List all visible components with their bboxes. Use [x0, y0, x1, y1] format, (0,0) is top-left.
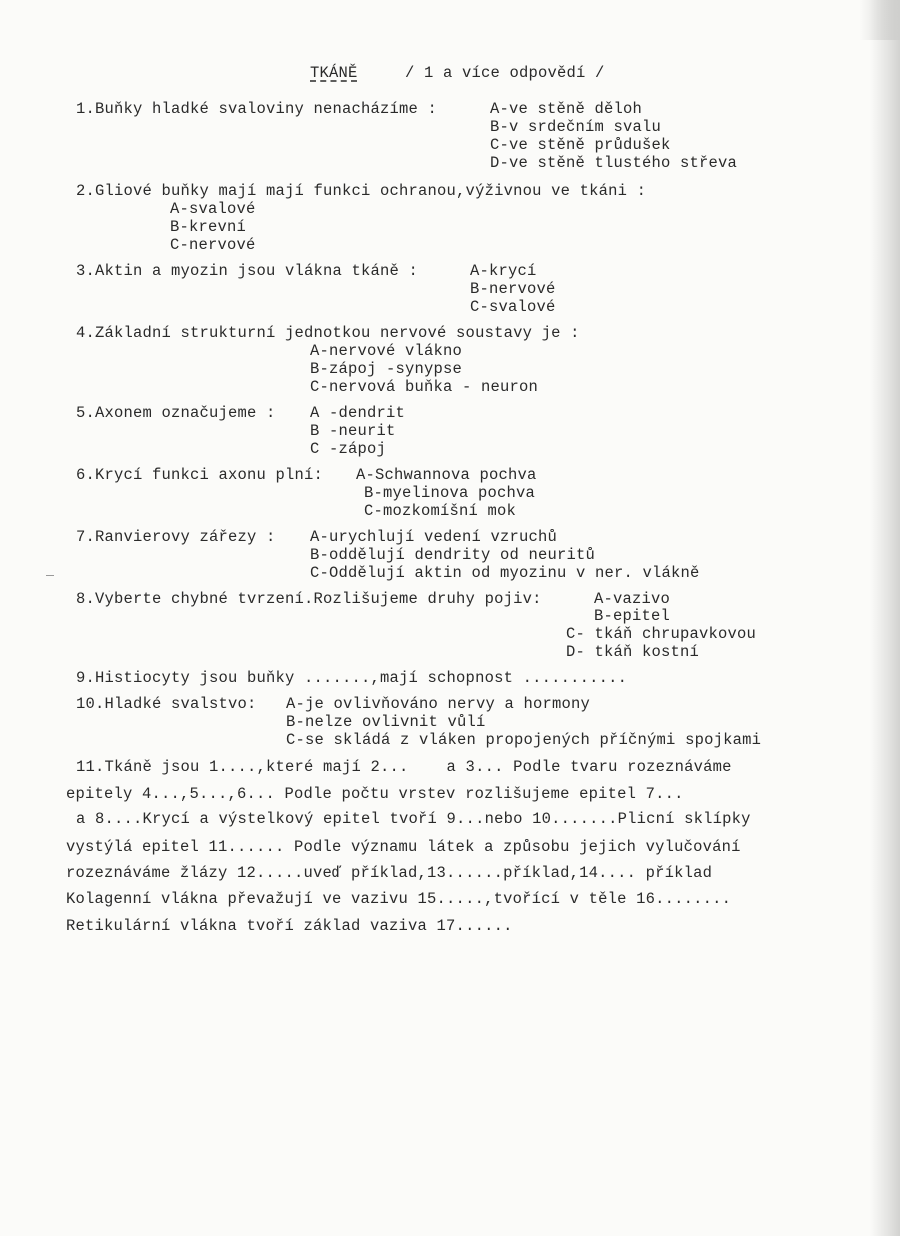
question-6: 6.Krycí funkci axonu plní: [76, 466, 324, 484]
q2-option-a: A-svalové [170, 200, 256, 218]
question-5: 5.Axonem označujeme : [76, 404, 276, 422]
document-subtitle: / 1 a více odpovědí / [405, 64, 605, 82]
q7-option-b: B-oddělují dendrity od neuritů [310, 546, 596, 564]
q1-option-c: C-ve stěně průdušek [490, 136, 671, 154]
q11-line-1: 11.Tkáně jsou 1....,které mají 2... a 3... Podle tvaru rozeznáváme [76, 758, 732, 776]
q1-option-b: B-v srdečním svalu [490, 118, 662, 136]
q7-option-a: A-urychlují vedení vzruchů [310, 528, 558, 546]
question-10: 10.Hladké svalstvo: [76, 695, 257, 713]
q6-option-a: A-Schwannova pochva [356, 466, 537, 484]
q2-option-b: B-krevní [170, 218, 247, 236]
margin-mark [46, 575, 54, 576]
question-1: 1.Buňky hladké svaloviny nenacházíme : [76, 100, 438, 118]
q8-option-a: A-vazivo [594, 590, 671, 608]
q6-option-b: B-myelinova pochva [364, 484, 536, 502]
q3-option-c: C-svalové [470, 298, 556, 316]
q10-option-b: B-nelze ovlivnit vůlí [286, 713, 486, 731]
q10-option-c: C-se skládá z vláken propojených příčnými spojkami [286, 731, 762, 749]
q4-option-b: B-zápoj -synypse [310, 360, 463, 378]
q8-option-d: D- tkáň kostní [566, 643, 700, 661]
q5-option-a: A -dendrit [310, 404, 406, 422]
q11-line-3: a 8....Krycí a výstelkový epitel tvoří 9...nebo 10.......Plicní sklípky [76, 810, 751, 828]
question-4: 4.Základní strukturní jednotkou nervové soustavy je : [76, 324, 580, 342]
q8-option-b: B-epitel [594, 607, 671, 625]
document-title: TKÁNĚ [310, 64, 358, 82]
q6-option-c: C-mozkomíšní mok [364, 502, 517, 520]
q8-option-c: C- tkáň chrupavkovou [566, 625, 757, 643]
paper-corner-shadow [860, 0, 900, 40]
q10-option-a: A-je ovlivňováno nervy a hormony [286, 695, 591, 713]
q11-line-7: Retikulární vlákna tvoří základ vaziva 17...... [66, 917, 513, 935]
q3-option-a: A-krycí [470, 262, 537, 280]
q11-line-2: epitely 4...,5...,6... Podle počtu vrstev rozlišujeme epitel 7... [66, 785, 684, 803]
q1-option-a: A-ve stěně děloh [490, 100, 643, 118]
q11-line-5: rozeznáváme žlázy 12.....uveď příklad,13......příklad,14.... příklad [66, 864, 713, 882]
q5-option-c: C -zápoj [310, 440, 387, 458]
q11-line-6: Kolagenní vlákna převažují ve vazivu 15.....,tvořící v těle 16........ [66, 890, 732, 908]
question-3: 3.Aktin a myozin jsou vlákna tkáně : [76, 262, 419, 280]
q4-option-a: A-nervové vlákno [310, 342, 463, 360]
q7-option-c: C-Oddělují aktin od myozinu v ner. vlákně [310, 564, 700, 582]
q1-option-d: D-ve stěně tlustého střeva [490, 154, 738, 172]
q2-option-c: C-nervové [170, 236, 256, 254]
q3-option-b: B-nervové [470, 280, 556, 298]
q11-line-4: vystýlá epitel 11...... Podle významu látek a způsobu jejich vylučování [66, 838, 741, 856]
q4-option-c: C-nervová buňka - neuron [310, 378, 539, 396]
question-2: 2.Gliové buňky mají mají funkci ochranou,výživnou ve tkáni : [76, 182, 647, 200]
question-8: 8.Vyberte chybné tvrzení.Rozlišujeme druhy pojiv: [76, 590, 542, 608]
question-9: 9.Histiocyty jsou buňky .......,mají schopnost ........... [76, 669, 628, 687]
q5-option-b: B -neurit [310, 422, 396, 440]
paper-edge-shadow [870, 0, 900, 1236]
question-7: 7.Ranvierovy zářezy : [76, 528, 276, 546]
